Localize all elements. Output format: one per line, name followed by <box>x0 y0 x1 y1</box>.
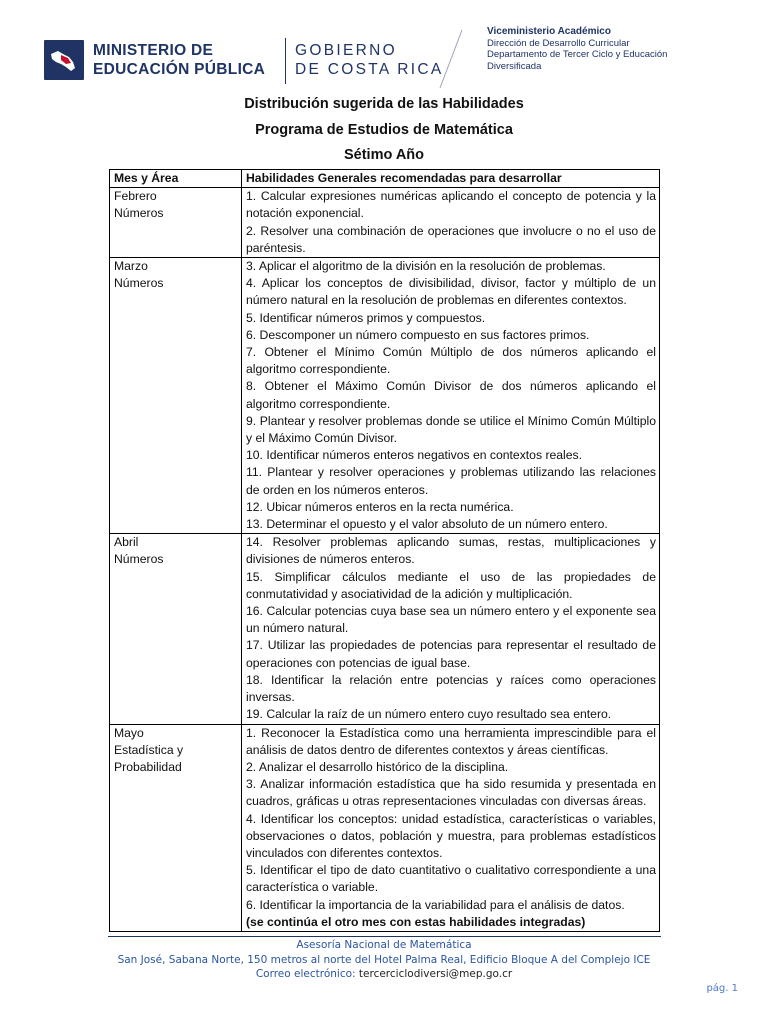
header-skills: Habilidades Generales recomendadas para desarrollar <box>242 170 660 188</box>
skill-item: 3. Analizar información estadística que ha sido resumida y presentada en cuadros, gráficas u otras representaciones vinculadas con diversas áreas. <box>246 777 656 809</box>
letterhead <box>0 0 768 95</box>
government-name: GOBIERNO DE COSTA RICA <box>295 42 444 78</box>
skill-item: 19. Calcular la raíz de un número entero cuyo resultado sea entero. <box>246 707 612 722</box>
skill-item: 15. Simplificar cálculos mediante el uso de las propiedades de conmutatividad y asociatividad de la adición y multiplicación. <box>246 569 656 601</box>
footer-office: Asesoría Nacional de Matemática <box>296 939 472 951</box>
month-area-cell <box>110 258 242 534</box>
skill-item: 16. Calcular potencias cuya base sea un número entero y el exponente sea un número natural. <box>246 604 656 636</box>
header-month-area: Mes y Área <box>110 170 242 188</box>
title-line-2: Programa de Estudios de Matemática <box>255 122 513 138</box>
skills-cell <box>242 724 660 931</box>
skill-item: 4. Identificar los conceptos: unidad estadística, características o variables, observaciones o datos, población y muestra, para problemas estadísticos vinculados con diferentes contextos. <box>246 811 656 860</box>
month-area-cell <box>110 188 242 258</box>
footer-divider <box>108 936 661 937</box>
vice-line: Diversificada <box>487 60 542 72</box>
email-link[interactable]: tercerciclodiversi@mep.go.cr <box>358 968 513 980</box>
mep-logo-icon <box>44 40 84 80</box>
skill-item: 9. Plantear y resolver problemas donde se utilice el Mínimo Común Múltiplo y el Máximo Común Divisor. <box>246 413 656 446</box>
skill-item: 14. Resolver problemas aplicando sumas, restas, multiplicaciones y divisiones de números enteros. <box>246 535 656 567</box>
vice-line: Dirección de Desarrollo Curricular <box>487 37 630 49</box>
skill-item: 6. Descomponer un número compuesto en sus factores primos. <box>246 327 590 342</box>
month-label: Febrero <box>114 189 157 204</box>
table-row <box>110 188 660 258</box>
month-label: Marzo <box>114 259 148 274</box>
skill-item: 2. Resolver una combinación de operaciones que involucre o no el uso de paréntesis. <box>246 223 656 255</box>
month-area-cell <box>110 724 242 931</box>
table-row <box>110 534 660 724</box>
skill-item: 4. Aplicar los conceptos de divisibilidad, divisor, factor y múltiplo de un número natural en la resolución de problemas en diferentes contextos. <box>246 276 656 308</box>
area-label: Números <box>114 552 164 567</box>
skills-table <box>109 169 660 932</box>
footer-contact <box>0 967 768 982</box>
area-label: Números <box>114 276 164 291</box>
skill-item: 10. Identificar números enteros negativos en contextos reales. <box>246 448 583 463</box>
skill-item: 6. Identificar la importancia de la variabilidad para el análisis de datos. <box>246 897 625 912</box>
footer-address: San José, Sabana Norte, 150 metros al norte del Hotel Palma Real, Edificio Bloque A del Complejo ICE <box>117 953 651 966</box>
table-row <box>110 258 660 534</box>
skill-item: 1. Calcular expresiones numéricas aplicando el concepto de potencia y la notación exponencial. <box>246 189 656 221</box>
vice-line: Departamento de Tercer Ciclo y Educación <box>487 49 668 60</box>
table-row <box>110 724 660 931</box>
skill-item: 2. Analizar el desarrollo histórico de la disciplina. <box>246 759 509 774</box>
vice-ministry-block <box>487 26 667 72</box>
skill-item: 5. Identificar el tipo de dato cuantitativo o cualitativo correspondiente a una característica o variable. <box>246 863 656 895</box>
skill-item: 13. Determinar el opuesto y el valor absoluto de un número entero. <box>246 517 608 532</box>
ministry-name: MINISTERIO DE EDUCACIÓN PÚBLICA <box>93 42 266 78</box>
footer <box>0 938 768 982</box>
skill-item: 17. Utilizar las propiedades de potencias para representar el resultado de operaciones con potencias de igual base. <box>246 638 656 670</box>
skill-item: 8. Obtener el Máximo Común Divisor de dos números aplicando el algoritmo correspondiente. <box>246 379 656 411</box>
header-divider <box>285 38 286 84</box>
page-number: pág. 1 <box>706 983 738 994</box>
skill-item: 7. Obtener el Mínimo Común Múltiplo de dos números aplicando el algoritmo correspondiente. <box>246 345 656 377</box>
continuation-note: (se continúa el otro mes con estas habilidades integradas) <box>246 914 586 929</box>
header-slash-divider <box>436 28 466 90</box>
table-body <box>110 188 660 932</box>
skills-cell <box>242 188 660 258</box>
skill-item: 11. Plantear y resolver operaciones y problemas utilizando las relaciones de orden en los números enteros. <box>246 465 656 497</box>
skills-cell <box>242 534 660 724</box>
skill-item: 1. Reconocer la Estadística como una herramienta imprescindible para el análisis de datos dentro de diferentes contextos y áreas científicas. <box>246 725 656 757</box>
skill-item: 5. Identificar números primos y compuestos. <box>246 310 486 325</box>
month-label: Mayo <box>114 725 144 740</box>
skills-cell <box>242 258 660 534</box>
skill-item: 3. Aplicar el algoritmo de la división en la resolución de problemas. <box>246 259 606 274</box>
skill-item: 18. Identificar la relación entre potencias y raíces como operaciones inversas. <box>246 672 656 705</box>
area-label: Números <box>114 206 164 221</box>
skill-item: 12. Ubicar números enteros en la recta numérica. <box>246 499 514 514</box>
month-label: Abril <box>114 535 139 550</box>
title-line-1: Distribución sugerida de las Habilidades <box>244 96 524 112</box>
vice-title: Viceministerio Académico <box>487 26 611 37</box>
table-header-row <box>110 170 660 188</box>
title-line-3: Sétimo Año <box>343 147 425 163</box>
area-label: Estadística y Probabilidad <box>114 742 184 774</box>
month-area-cell <box>110 534 242 724</box>
email-label: Correo electrónico: <box>255 968 356 980</box>
